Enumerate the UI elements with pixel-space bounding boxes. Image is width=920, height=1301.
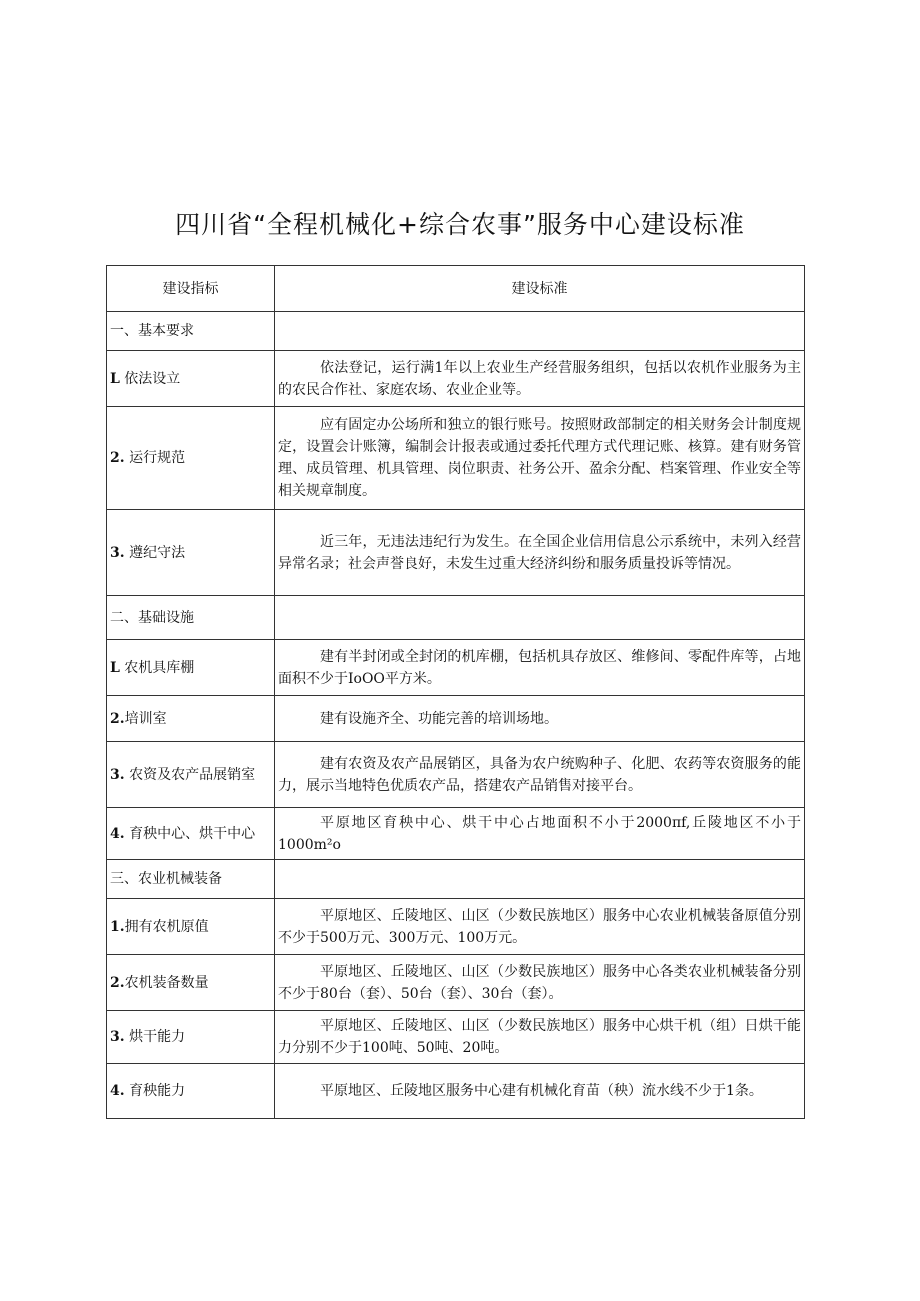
item-number: 3.	[110, 766, 125, 783]
indicator-cell	[107, 510, 275, 596]
item-number: 2.	[110, 710, 125, 727]
indicator-cell	[107, 955, 275, 1011]
indicator-cell	[107, 640, 275, 696]
indicator-cell	[107, 407, 275, 510]
table-row	[107, 351, 805, 407]
table-row	[107, 1064, 805, 1119]
indicator-label: 烘干能力	[129, 1029, 186, 1045]
table-row	[107, 696, 805, 742]
empty-cell	[275, 596, 805, 640]
indicator-label: 运行规范	[129, 450, 186, 466]
table-row	[107, 742, 805, 808]
standard-cell: 建有半封闭或全封闭的机库棚，包括机具存放区、维修间、零配件库等，占地面积不少于IoOO平方米。	[275, 640, 805, 696]
item-number: 3.	[110, 1029, 125, 1045]
header-indicator: 建设指标	[107, 266, 275, 312]
indicator-cell	[107, 351, 275, 407]
table-row	[107, 407, 805, 510]
standard-cell: 依法登记，运行满1年以上农业生产经营服务组织，包括以农机作业服务为主的农民合作社、家庭农场、农业企业等。	[275, 351, 805, 407]
item-number: 4.	[110, 1083, 125, 1099]
standard-cell: 平原地区、丘陵地区、山区（少数民族地区）服务中心烘干机（组）日烘干能力分别不少于100吨、50吨、20吨。	[275, 1011, 805, 1064]
standard-cell: 建有设施齐全、功能完善的培训场地。	[275, 696, 805, 742]
table-row	[107, 955, 805, 1011]
indicator-label: 农机具库棚	[124, 659, 195, 676]
empty-cell	[275, 312, 805, 351]
indicator-label: 育秧中心、烘干中心	[129, 825, 256, 842]
item-number: 3.	[110, 544, 125, 561]
indicator-cell	[107, 696, 275, 742]
section-title: 一、基本要求	[107, 312, 275, 351]
indicator-label: 农机装备数量	[124, 974, 209, 991]
item-number: L	[110, 370, 120, 387]
section-row	[107, 596, 805, 640]
indicator-cell	[107, 1011, 275, 1064]
indicator-label: 农资及农产品展销室	[129, 766, 256, 783]
empty-cell	[275, 860, 805, 899]
table-row	[107, 510, 805, 596]
standard-cell: 应有固定办公场所和独立的银行账号。按照财政部制定的相关财务会计制度规定，设置会计账簿，编制会计报表或通过委托代理方式代理记账、核算。建有财务管理、成员管理、机具管理、岗位职责、社务公开、盈余分配、档案管理、作业安全等相关规章制度。	[275, 407, 805, 510]
item-number: 2.	[110, 450, 125, 466]
indicator-cell	[107, 899, 275, 955]
header-standard: 建设标准	[275, 266, 805, 312]
standard-cell: 平原地区育秧中心、烘干中心占地面积不小于2000πf,丘陵地区不小于1000m²o	[275, 808, 805, 860]
indicator-label: 遵纪守法	[129, 544, 186, 561]
item-number: 2.	[110, 974, 125, 991]
indicator-label: 拥有农机原值	[124, 918, 209, 935]
indicator-cell	[107, 742, 275, 808]
standard-cell: 近三年，无违法违纪行为发生。在全国企业信用信息公示系统中，未列入经营异常名录；社会声誉良好，未发生过重大经济纠纷和服务质量投诉等情况。	[275, 510, 805, 596]
table-header-row	[107, 266, 805, 312]
table-row	[107, 640, 805, 696]
standards-table	[106, 265, 805, 1119]
indicator-label: 依法设立	[124, 370, 181, 387]
item-number: 1.	[110, 918, 125, 935]
standard-cell: 建有农资及农产品展销区，具备为农户统购种子、化肥、农药等农资服务的能力，展示当地特色优质农产品，搭建农产品销售对接平台。	[275, 742, 805, 808]
section-row	[107, 312, 805, 351]
section-row	[107, 860, 805, 899]
table-row	[107, 1011, 805, 1064]
table-row	[107, 808, 805, 860]
table-row	[107, 899, 805, 955]
indicator-label: 培训室	[124, 710, 167, 727]
indicator-label: 育秧能力	[129, 1083, 186, 1099]
section-title: 二、基础设施	[107, 596, 275, 640]
standard-cell: 平原地区、丘陵地区服务中心建有机械化育苗（秧）流水线不少于1条。	[275, 1064, 805, 1119]
standard-cell: 平原地区、丘陵地区、山区（少数民族地区）服务中心农业机械装备原值分别不少于500万元、300万元、100万元。	[275, 899, 805, 955]
indicator-cell	[107, 1064, 275, 1119]
page-title: 四川省“全程机械化+综合农事”服务中心建设标准	[175, 210, 745, 239]
item-number: 4.	[110, 825, 125, 842]
indicator-cell	[107, 808, 275, 860]
section-title: 三、农业机械装备	[107, 860, 275, 899]
item-number: L	[110, 659, 120, 676]
standard-cell: 平原地区、丘陵地区、山区（少数民族地区）服务中心各类农业机械装备分别不少于80台（套）、50台（套）、30台（套）。	[275, 955, 805, 1011]
